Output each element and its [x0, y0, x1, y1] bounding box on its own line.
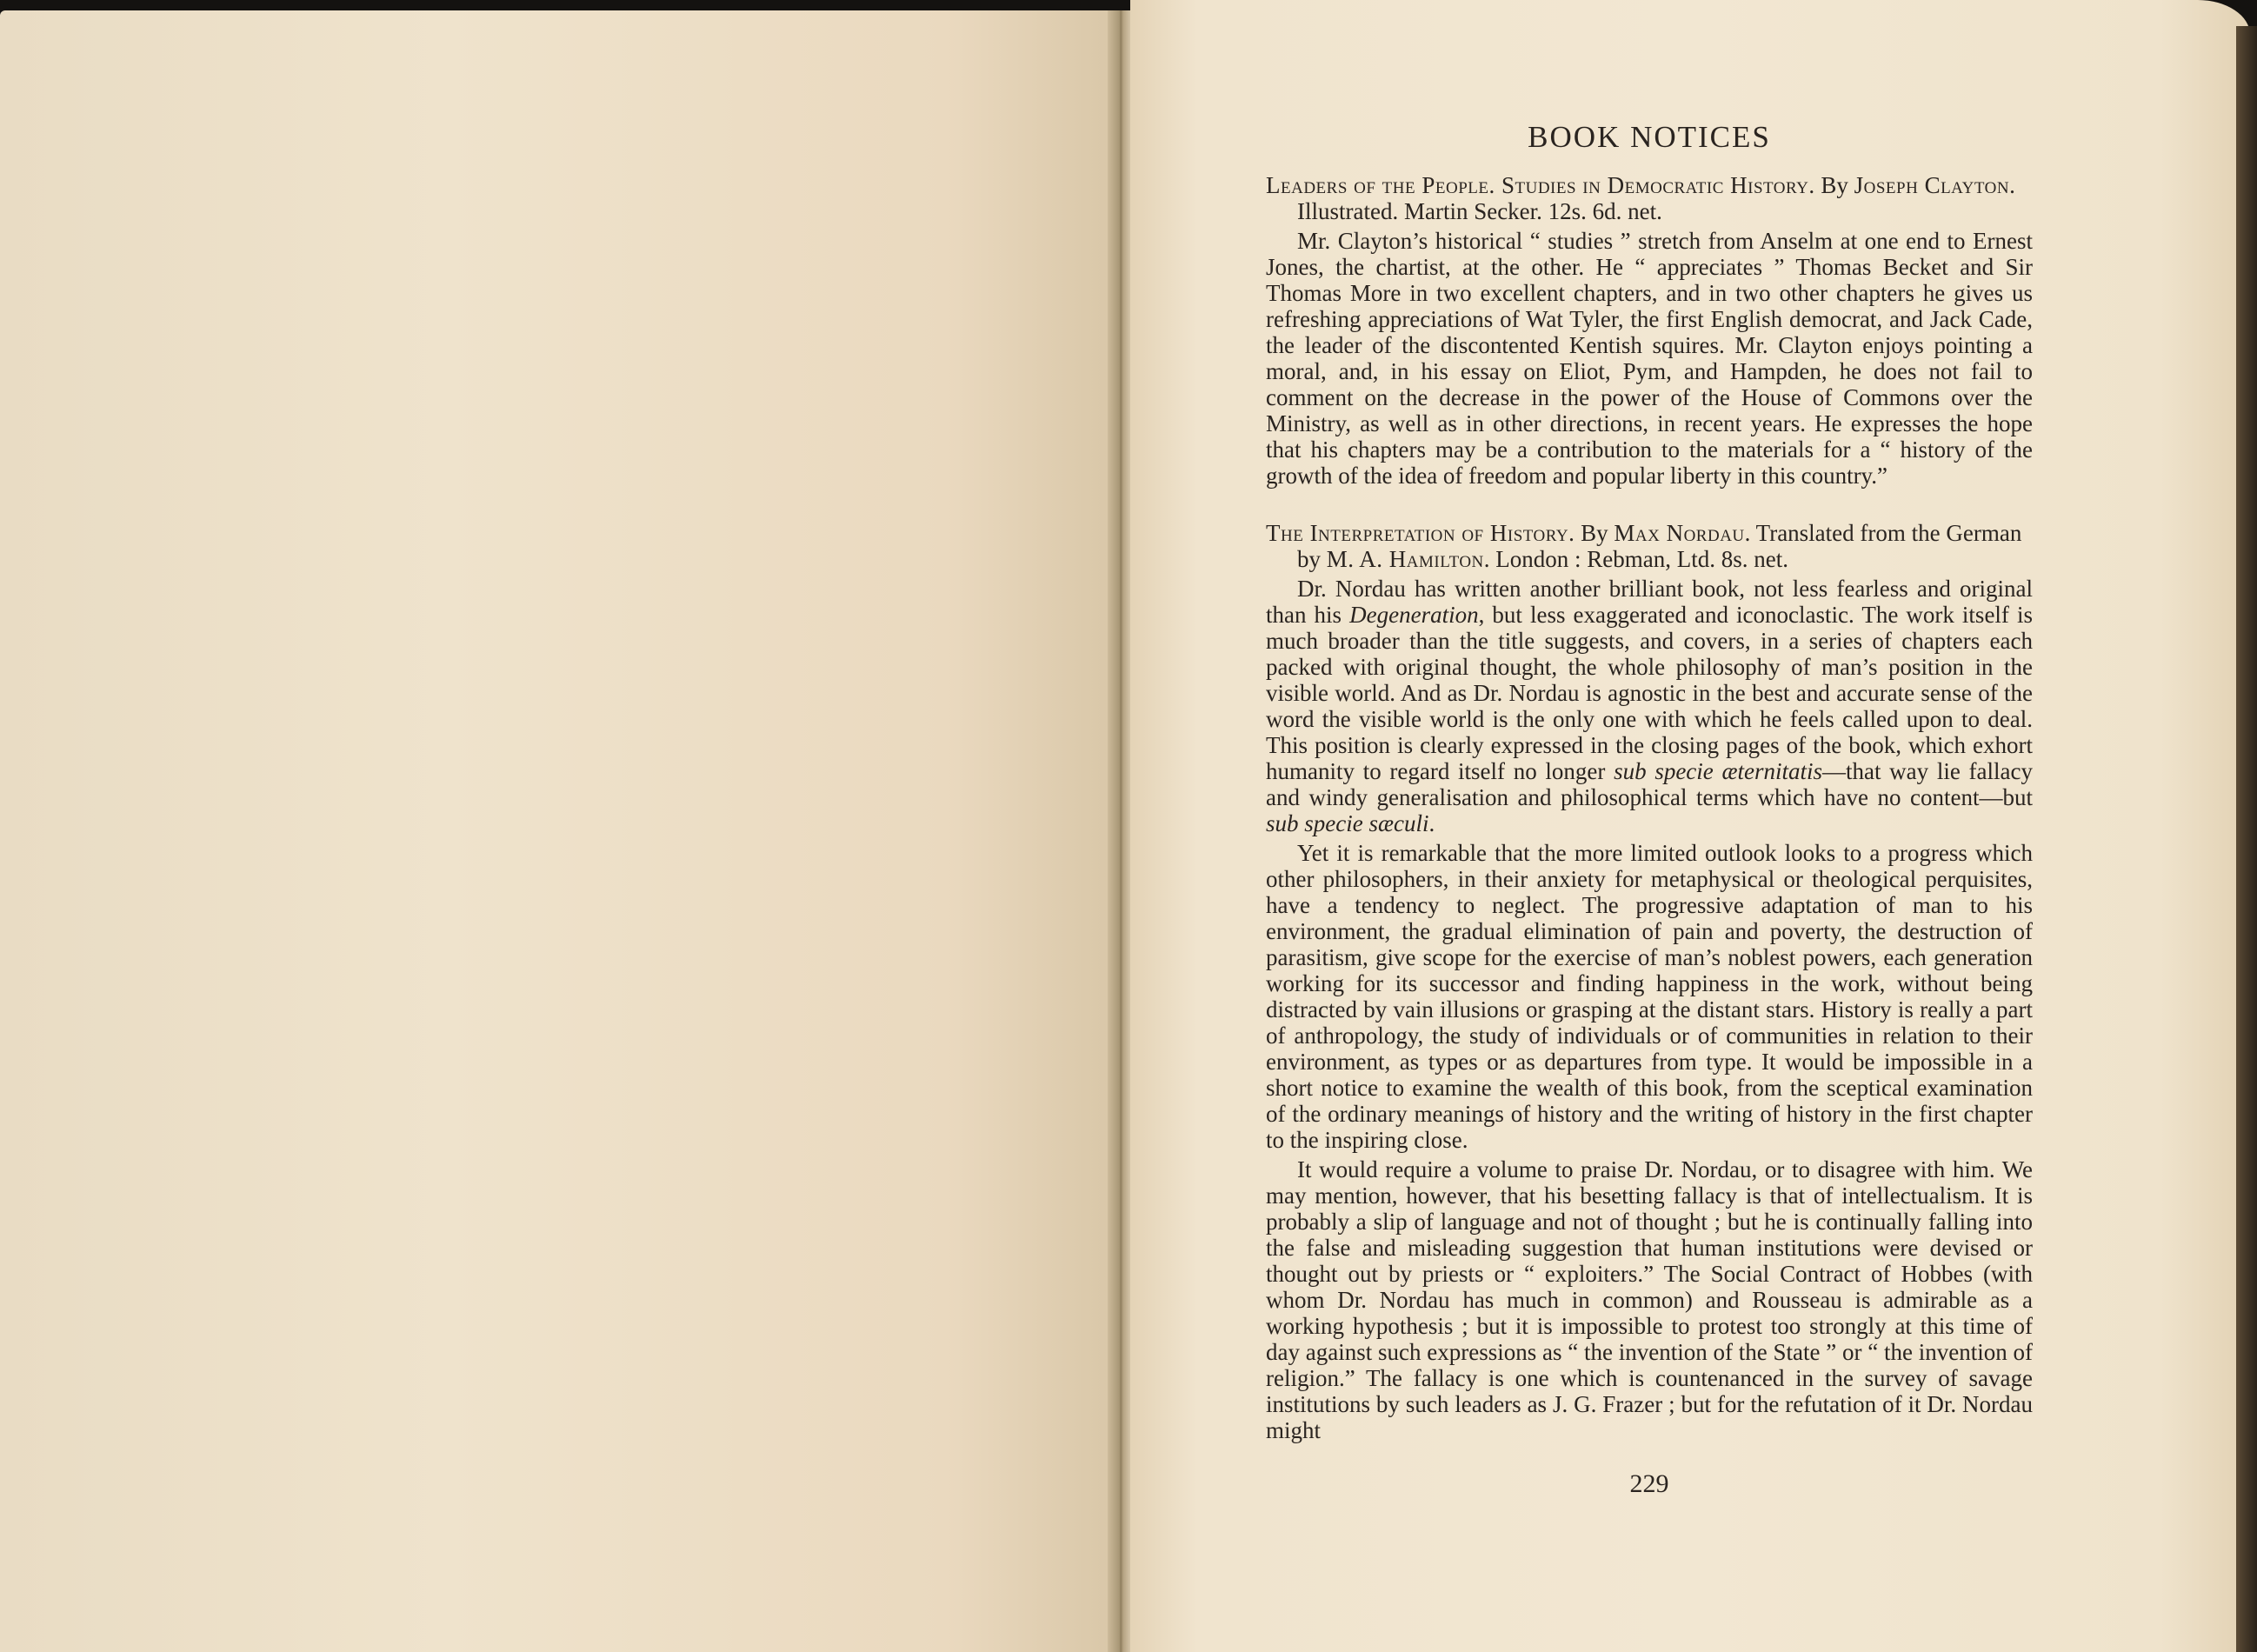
review-1-body: Mr. Clayton’s historical “ studies ” stretch from Anselm at one end to Ernest Jones, the chartist, at the other. He “ appreciates ” Thomas Becket and Sir Thomas More in two excellent chapters, and in two other chapters he gives us refreshing appreciations of Wat Tyler, the first English democrat, and Jack Cade, the leader of the discontented Kentish squires. Mr. Clayton enjoys pointing a moral, and, in his essay on Eliot, Pym, and Hampden, he does not fail to comment on the decrease in the power of the House of Commons over the Ministry, as well as in other directions, in recent years. He expresses the hope that his chapters may be a contribution to the materials for a “ history of the growth of the idea of freedom and popular liberty in this country.” [1266, 228, 2033, 489]
left-page [0, 10, 1115, 1652]
review-2-author: Max Nordau [1614, 520, 1745, 546]
review-1-details: . Illustrated. Martin Secker. 12s. 6d. net. [1297, 172, 2015, 224]
page-number: 229 [1629, 1469, 1669, 1498]
review-1-heading: Leaders of the People. Studies in Democratic History. By Joseph Clayton. Illustrated. Martin Secker. 12s. 6d. net. [1266, 172, 2015, 224]
text-column [1266, 120, 2033, 1443]
book-edge [2236, 26, 2257, 1652]
review-2-paragraph-2: Yet it is remarkable that the more limited outlook looks to a progress which other philosophers, in their anxiety for metaphysical or theological perquisites, have a tendency to neglect. The progressive adaptation of man to his environment, the gradual elimination of pain and poverty, the destruction of parasitism, give scope for the exercise of man’s noblest powers, each generation working for its successor and finding happiness in the work, without being distracted by vain illusions or grasping at the distant stars. History is really a part of anthropology, the study of individuals or of communities in relation to their environment, as types or as departures from type. It would be impossible in a short notice to examine the wealth of this book, from the sceptical examination of the ordinary meanings of history and the writing of history in the first chapter to the inspiring close. [1266, 840, 2033, 1153]
review-1-title: Leaders of the People. Studies in Democratic History. [1266, 172, 1815, 198]
review-2-heading: The Interpretation of History. By Max Nordau. Translated from the German by M. A. Hamilton. London : Rebman, Ltd. 8s. net. [1266, 520, 2022, 572]
review-1-author: Joseph Clayton [1854, 172, 2010, 198]
review-2-translator: M. A. Hamilton [1326, 546, 1484, 572]
review-2-paragraph-3: It would require a volume to praise Dr. Nordau, or to disagree with him. We may mention, however, that his besetting fallacy is that of intellectualism. It is probably a slip of language and not of thought ; but he is continually falling into the false and misleading suggestion that human institutions were devised or thought out by priests or “ exploiters.” The Social Contract of Hobbes (with whom Dr. Nordau has much in common) and Rousseau is admirable as a working hypothesis ; but it is impossible to protest too strongly at this time of day against such expressions as “ the invention of the State ” or “ the invention of religion.” The fallacy is one which is countenanced in the survey of savage institutions by such leaders as J. G. Frazer ; but for the refutation of it Dr. Nordau might [1266, 1156, 2033, 1443]
review-2-title: The Interpretation of History. [1266, 520, 1575, 546]
review-2-paragraph-1: Dr. Nordau has written another brilliant book, not less fearless and original than his Degeneration, but less exaggerated and iconoclastic. The work itself is much broader than the title suggests, and covers, in a series of chapters each packed with original thought, the whole philosophy of man’s position in the visible world. And as Dr. Nordau is agnostic in the best and accurate sense of the word the visible world is the only one with which he feels called upon to deal. This position is clearly expressed in the closing pages of the book, which exhort humanity to regard itself no longer sub specie æternitatis—that way lie fallacy and windy generalisation and philosophical terms which have no content—but sub specie sæculi. [1266, 576, 2034, 836]
bleed-through-text [209, 132, 1078, 299]
running-head: BOOK NOTICES [1528, 120, 1771, 154]
